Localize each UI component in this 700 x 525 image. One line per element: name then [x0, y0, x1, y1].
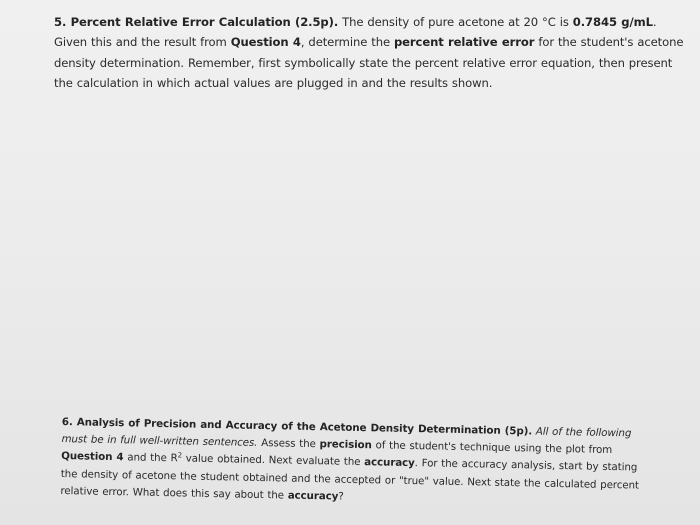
q6-keyword-accuracy-1: accuracy	[364, 456, 415, 470]
q6-text-4: value obtained. Next evaluate the	[181, 452, 365, 469]
q6-text-5: . For the accuracy analysis, start by stating the density of acetone the student obtained and the accepted or "true" value. Next state the calculated percent relative error. What does this say about the	[60, 457, 640, 502]
q6-text-1: Assess the	[257, 437, 320, 451]
question-6-paragraph	[60, 414, 654, 512]
q5-text-2: . Given this and the result from	[54, 15, 657, 50]
question-5-paragraph	[54, 12, 686, 93]
q5-question-reference: Question 4	[230, 35, 301, 50]
q6-question-reference: Question 4	[61, 450, 124, 464]
q6-italic-instruction: All of the following must be in full well-written sentences.	[61, 425, 632, 450]
q6-keyword-precision: precision	[319, 438, 372, 452]
q5-text-1: The density of pure acetone at 20 °C is	[338, 15, 573, 29]
question-5	[54, 12, 686, 93]
question-6-title: 6. Analysis of Precision and Accuracy of the Acetone Density Determination (5p).	[61, 415, 533, 438]
r-squared-symbol	[170, 453, 182, 465]
q6-text-2: of the student's technique using the plot from	[371, 439, 613, 457]
r-letter: R	[170, 452, 178, 465]
q6-text-3: and the	[123, 451, 171, 465]
q6-text-6: ?	[338, 490, 344, 503]
q5-text-3: , determine the	[300, 35, 394, 50]
r-exponent: 2	[177, 451, 183, 460]
q6-keyword-accuracy-2: accuracy	[287, 489, 339, 503]
acetone-density-value: 0.7845 g/mL	[572, 15, 653, 29]
question-6	[60, 414, 654, 512]
q5-text-4: for the student's acetone density determination. Remember, first symbolically state the percent relative error equation, then present the calculation in which actual values are plugged in and the results shown.	[54, 35, 684, 90]
q5-keyword-percent-relative-error: percent relative error	[393, 35, 535, 50]
question-5-title: 5. Percent Relative Error Calculation (2.5p).	[54, 15, 339, 29]
